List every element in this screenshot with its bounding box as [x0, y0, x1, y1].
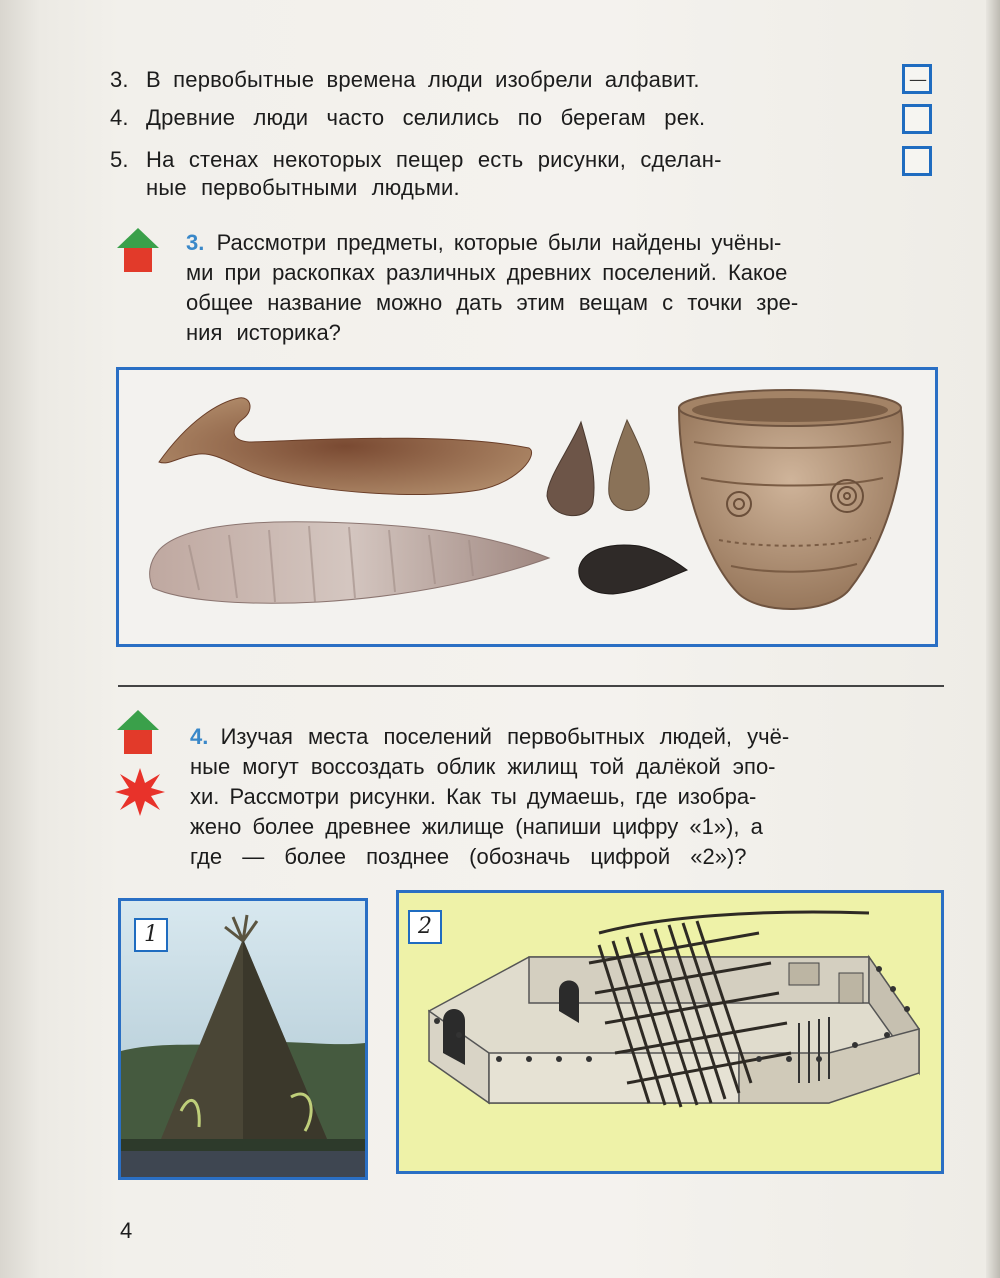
star-icon — [114, 766, 166, 818]
task-4-text — [190, 722, 789, 872]
house-icon — [116, 708, 160, 756]
clay-pot — [679, 390, 903, 609]
flint-knife — [150, 522, 549, 604]
task-4-line-3: хи. Рассмотри рисунки. Как ты думаешь, где изобра- — [190, 784, 757, 809]
statement-text: На стенах некоторых пещер есть рисунки, сделан- — [146, 147, 722, 172]
house-cutaway-illustration — [399, 893, 941, 1171]
statement-number: 4. — [110, 105, 129, 130]
answer-box-4[interactable] — [902, 104, 932, 134]
page-gutter — [986, 0, 1000, 1278]
artifacts-illustration — [119, 370, 935, 644]
statement-number: 3. — [110, 67, 129, 92]
task-4-line-5: где — более позднее (обозначь цифрой «2»)? — [190, 844, 747, 869]
house-icon — [116, 226, 160, 274]
dwelling-1-label[interactable] — [134, 918, 168, 952]
statement-5-continuation — [146, 174, 460, 202]
artifacts-photo — [116, 367, 938, 647]
handwritten-dash: — — [909, 69, 927, 90]
dwelling-2-drawing — [396, 890, 944, 1174]
task-4-line-1: Изучая места поселений первобытных людей, учё- — [220, 724, 790, 749]
statement-text: В первобытные времена люди изобрели алфавит. — [146, 67, 700, 92]
bird-shaped-ladle — [159, 398, 532, 495]
handwritten-digit-1: 1 — [144, 922, 158, 947]
statement-4 — [110, 104, 705, 132]
statement-number: 5. — [110, 147, 129, 172]
statement-text: Древние люди часто селились по берегам рек. — [146, 105, 706, 130]
arrowhead-1 — [547, 422, 594, 516]
task-3-line-4: ния историка? — [186, 320, 341, 345]
statement-5 — [110, 146, 722, 174]
task-4-line-4: жено более древнее жилище (напиши цифру «1»), а — [190, 814, 763, 839]
statement-3 — [110, 66, 700, 94]
page-number: 4 — [120, 1218, 133, 1243]
answer-box-5[interactable] — [902, 146, 932, 176]
task-3-line-3: общее название можно дать этим вещам с точки зре- — [186, 290, 799, 315]
task-3-line-1: Рассмотри предметы, которые были найдены учёны- — [216, 230, 782, 255]
statement-text-continued: ные первобытными людьми. — [146, 175, 460, 200]
answer-box-3[interactable] — [902, 64, 932, 94]
section-divider — [118, 685, 944, 687]
task-3-text — [186, 228, 798, 348]
task-4-number: 4. — [190, 724, 209, 749]
dwelling-2-label[interactable] — [408, 910, 442, 944]
handwritten-digit-2: 2 — [418, 914, 432, 939]
arrowhead-2 — [609, 420, 649, 511]
task-4-line-2: ные могут воссоздать облик жилищ той далёкой эпо- — [190, 754, 776, 779]
task-3-number: 3. — [186, 230, 205, 255]
arrowhead-3 — [579, 545, 687, 594]
task-3-line-2: ми при раскопках различных древних поселений. Какое — [186, 260, 788, 285]
